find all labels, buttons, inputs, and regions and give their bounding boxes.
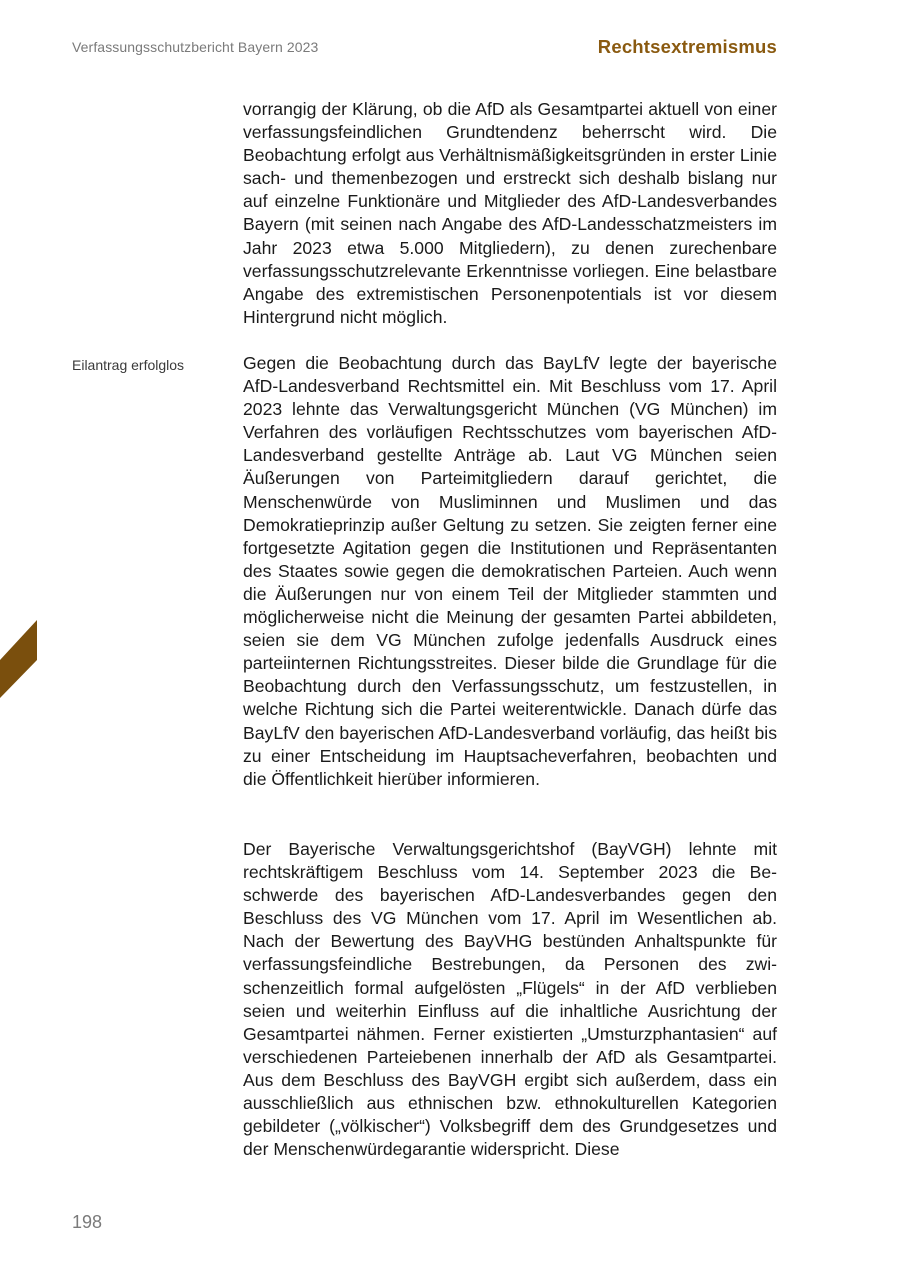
page-number: 198	[72, 1212, 103, 1232]
section-title: Rechtsextremismus	[597, 36, 777, 57]
chapter-edge-tab-shape	[0, 620, 37, 698]
margin-note: Eilantrag erfolglos	[72, 357, 185, 373]
paragraph: Der Bayerische Verwaltungsgerichtshof (BayVGH) lehnte mit rechtskräftigem Beschluss vom 14. September 2023 die Beschwerde des bayerischen AfD-Landesverbandes gegen den Beschluss des VG München vom 17. April im Wesentlichen ab. Nach der Bewertung des BayVHG bestünden Anhaltspunkte für verfassungsfeindliche Bestrebungen, da Personen des zwischenzeitlich formal aufgelösten „Flügels“ in der AfD verblieben seien und weiterhin Einfluss auf die inhaltliche Ausrichtung der Gesamtpartei nähmen. Ferner existierten „Umsturzphantasien“ auf verschiedenen Parteiebenen innerhalb der AfD als Gesamtpartei. Aus dem Beschluss des BayVGH ergibt sich außerdem, dass ein ausschließlich aus ethnischen bzw. ethnokulturellen Kategorien gebildeter („völkischer“) Volksbegriff dem des Grundgesetzes und der Menschenwürdegarantie widerspricht. Diese	[243, 839, 777, 1160]
body-column-para-1	[243, 98, 777, 329]
body-column-para-3	[243, 838, 777, 1161]
paragraph: vorrangig der Klärung, ob die AfD als Gesamtpartei aktuell von einer verfassungsfeindlichen Grundtendenz beherrscht wird. Die Beobachtung erfolgt aus Verhältnismäßigkeitsgründen in erster Linie sach- und themenbezogen und erstreckt sich deshalb bislang nur auf einzelne Funktionäre und Mitglieder des AfD-Landesverbandes Bayern (mit seinen nach Angabe des AfD-Landesschatzmeisters im Jahr 2023 etwa 5.000 Mitgliedern), zu denen zurechenbare verfassungsschutzrelevante Erkenntnisse vorliegen. Eine belastbare Angabe des extremistischen Personenpotentials ist vor diesem Hintergrund nicht möglich.	[243, 99, 777, 327]
running-title: Verfassungsschutzbericht Bayern 2023	[72, 39, 319, 55]
paragraph: Gegen die Beobachtung durch das BayLfV legte der bayerische AfD-Landesverband Rechtsmittel ein. Mit Beschluss vom 17. April 2023 lehnte das Verwaltungsgericht München (VG München) im Verfahren des vorläufigen Rechtsschutzes vom bayerischen AfD-Landesverband gestellte Anträge ab. Laut VG München seien Äußerungen von Parteimitgliedern darauf gerichtet, die Menschenwürde von Musliminnen und Muslimen und das Demokratieprinzip außer Geltung zu setzen. Sie zeigten ferner eine fortgesetzte Agitation gegen die Institutionen und Repräsentanten des Staates sowie gegen die demokratischen Parteien. Auch wenn die Äußerungen nur von einem Teil der Mitglieder stammten und möglicherweise nicht die Meinung der gesamten Partei abbildeten, seien sie dem VG München zufolge jedenfalls Ausdruck eines parteiinternen Richtungsstreites. Dieser bilde die Grundlage für die Beobachtung durch den Verfassungsschutz, um festzustellen, in welche Richtung sich die Partei weiterentwickle. Danach dürfe das BayLfV den bayerischen AfD-Landesverband vorläufig, das heißt bis zu einer Entscheidung im Hauptsacheverfahren, beobachten und die Öffentlichkeit hierüber informieren.	[243, 353, 777, 789]
chapter-edge-tab	[0, 620, 37, 698]
body-column-para-2	[243, 352, 777, 791]
